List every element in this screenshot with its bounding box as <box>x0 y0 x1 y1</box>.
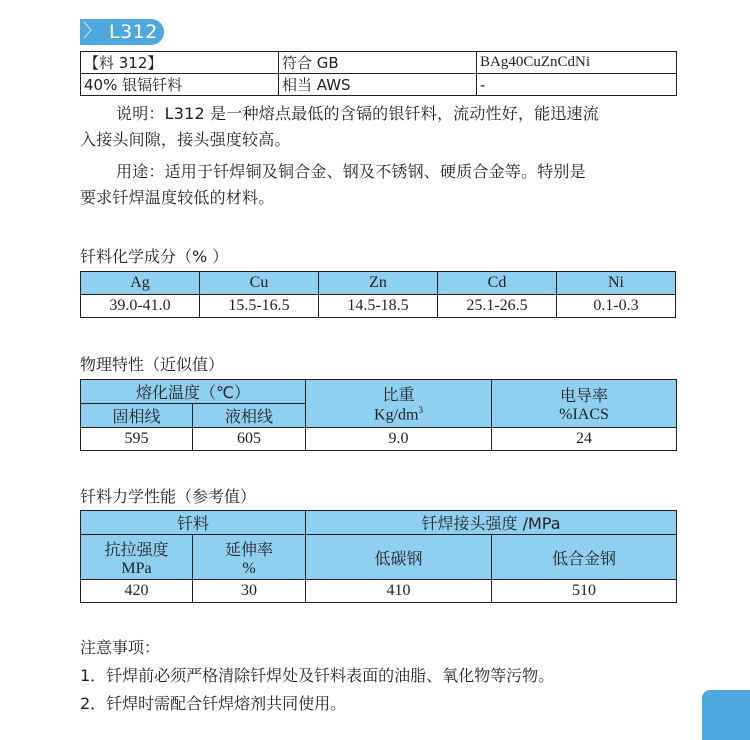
table-header-row <box>81 272 676 295</box>
liquidus-header: 液相线 <box>193 404 306 428</box>
joint-strength-header: 钎焊接头强度 /MPa <box>306 511 677 535</box>
table-row <box>81 428 677 451</box>
conductivity-value: 24 <box>492 428 677 451</box>
element-header: Cd <box>438 272 557 295</box>
joint-low-carbon-value: 410 <box>306 580 492 603</box>
liquidus-value: 605 <box>193 428 306 451</box>
element-header: Zn <box>319 272 438 295</box>
product-type: 40% 银镉钎料 <box>81 74 279 96</box>
mechanical-table <box>80 510 677 603</box>
composition-title: 钎料化学成分（% ） <box>80 247 229 266</box>
page-corner-tab <box>702 690 750 740</box>
product-info-table <box>80 51 677 96</box>
aws-value: - <box>477 74 677 96</box>
notes-section <box>80 634 554 718</box>
density-value: 9.0 <box>306 428 492 451</box>
element-header: Ni <box>557 272 676 295</box>
gb-label: 符合 GB <box>279 52 477 74</box>
density-header <box>306 380 492 428</box>
usage-line: 要求钎焊温度较低的材料。 <box>80 188 275 207</box>
tensile-value: 420 <box>81 580 193 603</box>
element-value: 15.5-16.5 <box>200 295 319 318</box>
density-label: 比重 <box>382 385 415 405</box>
description-line: 入接头间隙，接头强度较高。 <box>80 130 291 149</box>
tensile-unit: MPa <box>121 559 152 577</box>
description-paragraph <box>80 101 680 153</box>
product-name-label: 【料 312】 <box>81 52 279 74</box>
table-row <box>81 52 677 74</box>
element-value: 0.1-0.3 <box>557 295 676 318</box>
chevron-right-icon: 〉 <box>83 21 101 42</box>
note-item: 2．钎焊时需配合钎焊熔剂共同使用。 <box>80 694 347 713</box>
element-header: Cu <box>200 272 319 295</box>
melting-temp-header: 熔化温度（℃） <box>81 380 306 404</box>
aws-label: 相当 AWS <box>279 74 477 96</box>
element-header: Ag <box>81 272 200 295</box>
elongation-unit: % <box>242 559 256 577</box>
table-row <box>81 580 677 603</box>
element-value: 14.5-18.5 <box>319 295 438 318</box>
solidus-header: 固相线 <box>81 404 193 428</box>
note-item: 1．钎焊前必须严格清除钎焊处及钎料表面的油脂、氧化物等污物。 <box>80 666 555 685</box>
gb-value: BAg40CuZnCdNi <box>477 52 677 74</box>
product-code: L312 <box>109 21 158 43</box>
filler-header: 钎料 <box>81 511 306 535</box>
tensile-header <box>81 535 193 580</box>
physical-table <box>80 379 677 451</box>
joint-low-alloy-value: 510 <box>492 580 677 603</box>
table-row <box>81 295 676 318</box>
section-title-tab <box>80 19 164 45</box>
physical-title: 物理特性（近似值） <box>80 355 225 374</box>
element-value: 25.1-26.5 <box>438 295 557 318</box>
conductivity-unit: %IACS <box>559 406 609 423</box>
notes-title: 注意事项： <box>80 638 161 657</box>
density-unit: $Kg/dm^3$ <box>374 405 423 424</box>
table-header-row <box>81 511 677 535</box>
table-row <box>81 74 677 96</box>
low-alloy-steel-header: 低合金钢 <box>492 535 677 580</box>
usage-line: 用途：适用于钎焊铜及铜合金、钢及不锈钢、硬质合金等。特别是 <box>116 162 586 181</box>
table-header-row <box>81 380 677 404</box>
low-carbon-steel-header: 低碳钢 <box>306 535 492 580</box>
elongation-header <box>193 535 306 580</box>
conductivity-header <box>492 380 677 428</box>
element-value: 39.0-41.0 <box>81 295 200 318</box>
mechanical-title: 钎料力学性能（参考值） <box>80 487 257 506</box>
tensile-label: 抗拉强度 <box>104 539 169 559</box>
elongation-label: 延伸率 <box>225 539 274 559</box>
usage-paragraph <box>80 159 680 211</box>
conductivity-label: 电导率 <box>560 386 609 405</box>
solidus-value: 595 <box>81 428 193 451</box>
table-header-row <box>81 535 677 580</box>
composition-table <box>80 271 676 318</box>
elongation-value: 30 <box>193 580 306 603</box>
description-line: 说明：L312 是一种熔点最低的含镉的银钎料，流动性好，能迅速流 <box>116 104 599 123</box>
